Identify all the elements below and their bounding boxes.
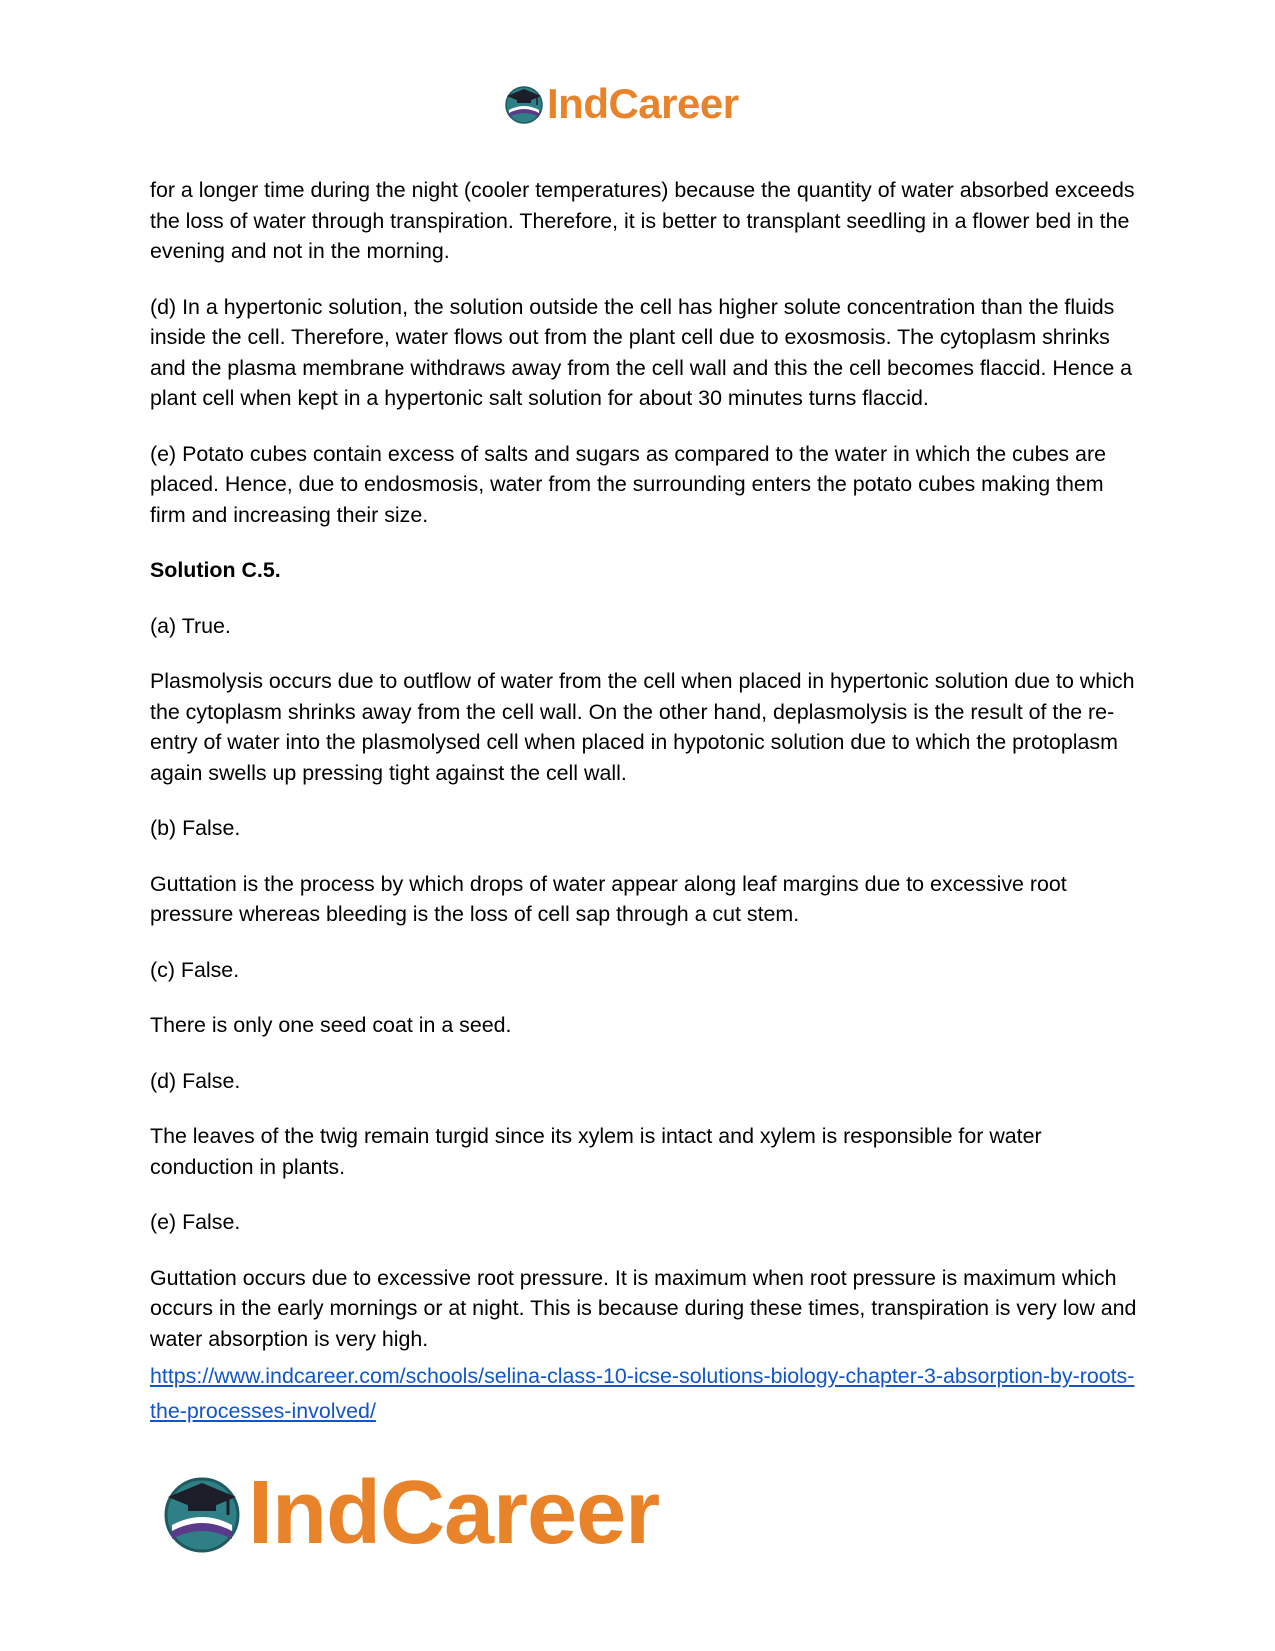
paragraph: (e) Potato cubes contain excess of salts and sugars as compared to the water in which the cubes are placed. Hence, due to endosmosis, water from the surrounding enters the potato cubes making them firm and increasing their size. [150, 441, 1106, 527]
paragraph: (b) False. [150, 816, 241, 840]
paragraph: (e) False. [150, 1210, 241, 1234]
paragraph: for a longer time during the night (cooler temperatures) because the quantity of water absorbed exceeds the loss of water through transpiration. Therefore, it is better to transplant seedling in a flower bed in the evening and not in the morning. [150, 178, 1135, 263]
paragraph: (c) False. [150, 957, 240, 982]
section-heading: Solution C.5. [150, 558, 281, 582]
document-body [150, 175, 1140, 1429]
paragraph: (d) False. [150, 1068, 241, 1093]
paragraph: Guttation is the process by which drops of water appear along leaf margins due to excessive root pressure whereas bleeding is the loss of cell sap through a cut stem. [150, 871, 1067, 926]
graduation-cap-book-globe-icon [160, 1471, 244, 1555]
header-logo [503, 80, 739, 128]
graduation-cap-book-globe-icon [503, 83, 545, 125]
footer-logo [160, 1463, 660, 1563]
brand-name: IndCareer [248, 1463, 660, 1563]
paragraph: There is only one seed coat in a seed. [150, 1013, 512, 1037]
paragraph: (d) In a hypertonic solution, the solution outside the cell has higher solute concentration than the fluids inside the cell. Therefore, water flows out from the plant cell due to exosmosis. The cytoplasm shrinks and the plasma membrane withdraws away from the cell wall and this the cell becomes flaccid. Hence a plant cell when kept in a hypertonic salt solution for about 30 minutes turns flaccid. [150, 294, 1133, 410]
source-link[interactable]: https://www.indcareer.com/schools/selina-class-10-icse-solutions-biology-chapter-3-absorption-by-roots-the-processes-involved/ [150, 1364, 1135, 1423]
paragraph: (a) True. [150, 613, 231, 638]
brand-name: IndCareer [547, 80, 739, 127]
paragraph: The leaves of the twig remain turgid since its xylem is intact and xylem is responsible for water conduction in plants. [150, 1124, 1042, 1179]
paragraph: Guttation occurs due to excessive root pressure. It is maximum when root pressure is maximum which occurs in the early mornings or at night. This is because during these times, transpiration is very low and water absorption is very high. [150, 1265, 1137, 1351]
paragraph: Plasmolysis occurs due to outflow of water from the cell when placed in hypertonic solution due to which the cytoplasm shrinks away from the cell wall. On the other hand, deplasmolysis is the result of the re-entry of water into the plasmolysed cell when placed in hypotonic solution due to which the protoplasm again swells up pressing tight against the cell wall. [150, 669, 1135, 785]
